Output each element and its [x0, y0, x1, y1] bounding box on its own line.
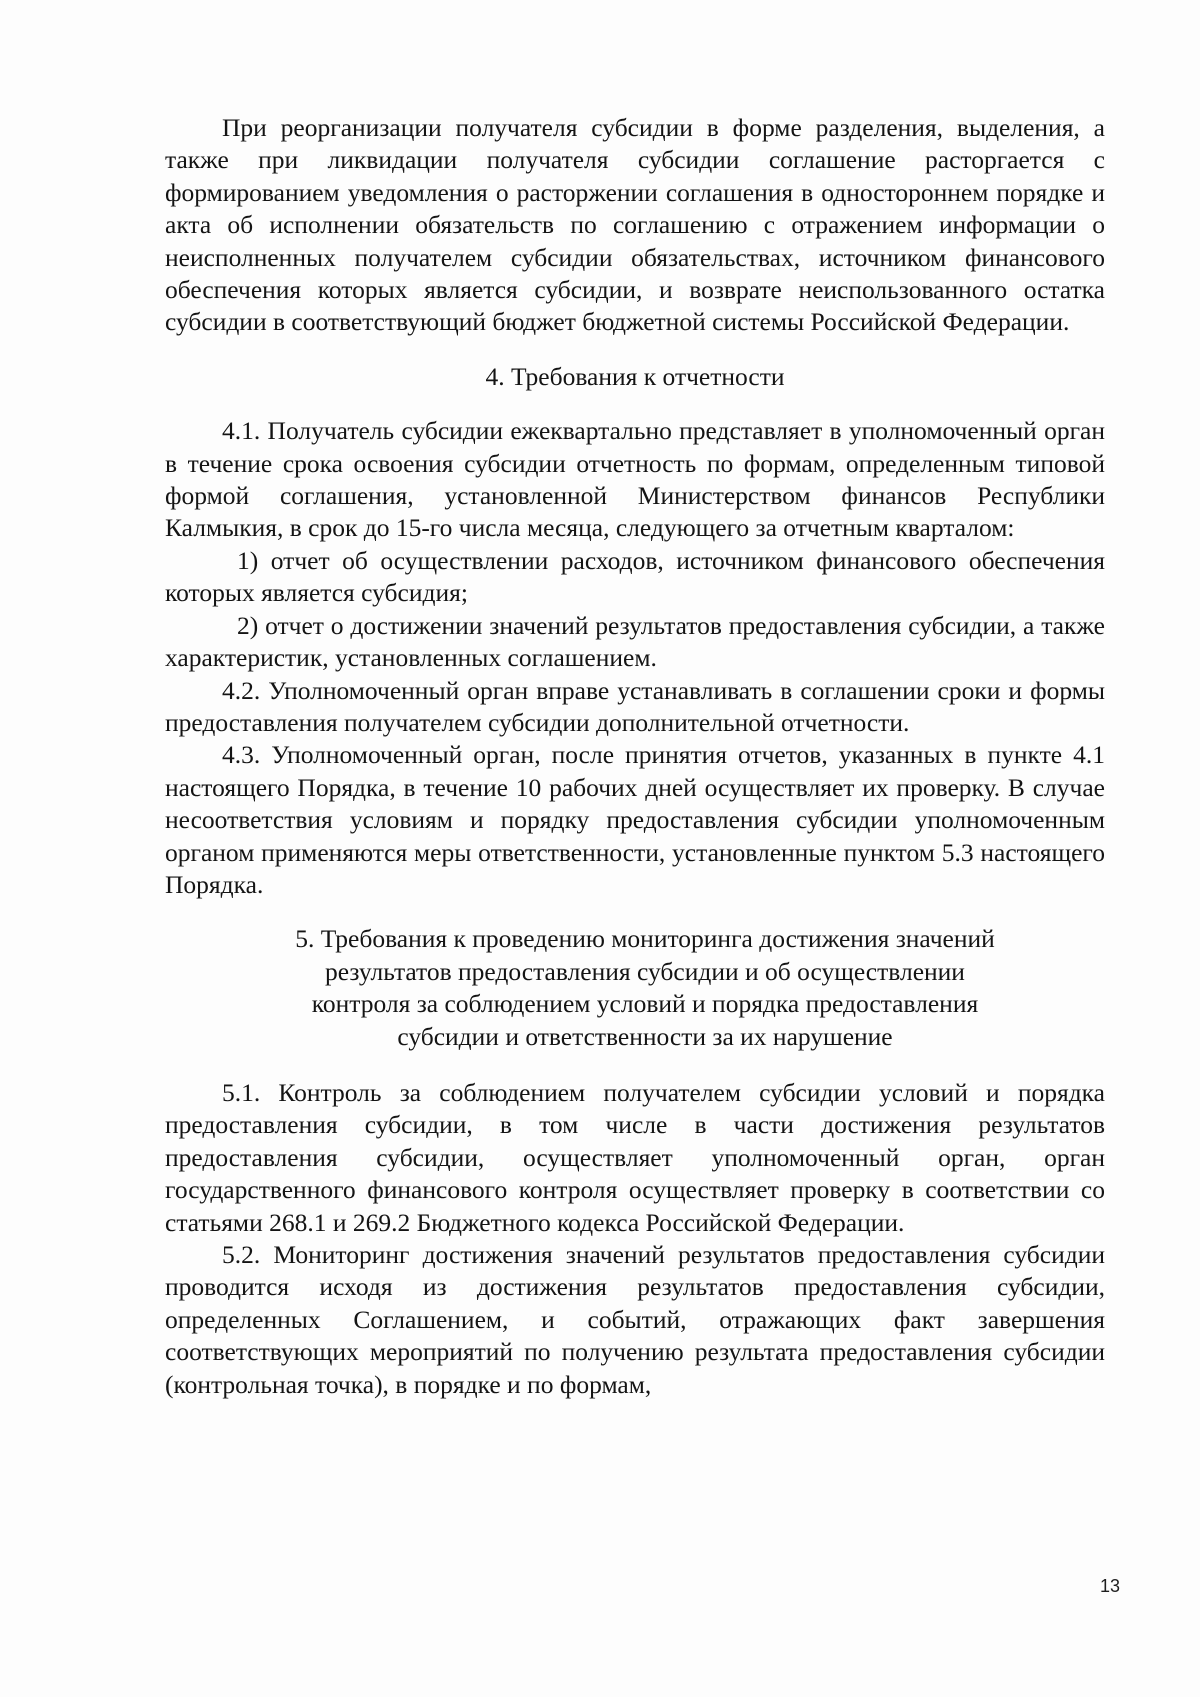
section-5-heading-line: контроля за соблюдением условий и порядка предоставления	[311, 989, 979, 1019]
section-5-heading	[165, 923, 1105, 1053]
paragraph-5-2: 5.2. Мониторинг достижения значений результатов предоставления субсидии проводится исходя из достижения результатов предоставления субсидии, определенных Соглашением, и событий, отражающих факт завершения соответствующих мероприятий по получению результата предоставления субсидии (контрольная точка), в порядке и по формам,	[165, 1240, 1105, 1399]
paragraph-4-1: 4.1. Получатель субсидии ежеквартально представляет в уполномоченный орган в течение срока освоения субсидии отчетность по формам, определенным типовой формой соглашения, установленной Министерством финансов Республики Калмыкия, в срок до 15-го числа месяца, следующего за отчетным кварталом:	[165, 416, 1105, 543]
page-number: 13	[1099, 1576, 1120, 1596]
section-5-heading-line: результатов предоставления субсидии и об осуществлении	[325, 956, 965, 986]
paragraph-reorganization: При реорганизации получателя субсидии в форме разделения, выделения, а также при ликвидации получателя субсидии соглашение расторгается с формированием уведомления о расторжении соглашения в одностороннем порядке и акта об исполнении обязательств по соглашению с отражением информации о неисполненных получателем субсидии обязательствах, источником финансового обеспечения которых является субсидии, и возврате неиспользованного остатка субсидии в соответствующий бюджет бюджетной системы Российской Федерации.	[165, 113, 1105, 337]
paragraph-5-1: 5.1. Контроль за соблюдением получателем субсидии условий и порядка предоставления субсидии, в том числе в части достижения результатов предоставления субсидии, осуществляет уполномоченный орган, орган государственного финансового контроля осуществляет проверку в соответствии со статьями 268.1 и 269.2 Бюджетного кодекса Российской Федерации.	[165, 1077, 1105, 1237]
section-5-heading-line: субсидии и ответственности за их нарушение	[397, 1021, 893, 1051]
document-body	[165, 112, 1105, 1401]
list-item-2: 2) отчет о достижении значений результатов предоставления субсидии, а также характеристик, установленных соглашением.	[165, 610, 1105, 673]
paragraph-4-2: 4.2. Уполномоченный орган вправе устанавливать в соглашении сроки и формы предоставления получателем субсидии дополнительной отчетности.	[165, 675, 1105, 737]
paragraph-4-3: 4.3. Уполномоченный орган, после принятия отчетов, указанных в пункте 4.1 настоящего Порядка, в течение 10 рабочих дней осуществляет их проверку. В случае несоответствия условиям и порядку предоставления субсидии уполномоченным органом применяются меры ответственности, установленные пунктом 5.3 настоящего Порядка.	[165, 740, 1105, 899]
list-item-1: 1) отчет об осуществлении расходов, источником финансового обеспечения которых является субсидия;	[165, 545, 1105, 608]
section-4-heading: 4. Требования к отчетности	[485, 361, 785, 391]
section-5-heading-line: 5. Требования к проведению мониторинга достижения значений	[295, 924, 995, 954]
